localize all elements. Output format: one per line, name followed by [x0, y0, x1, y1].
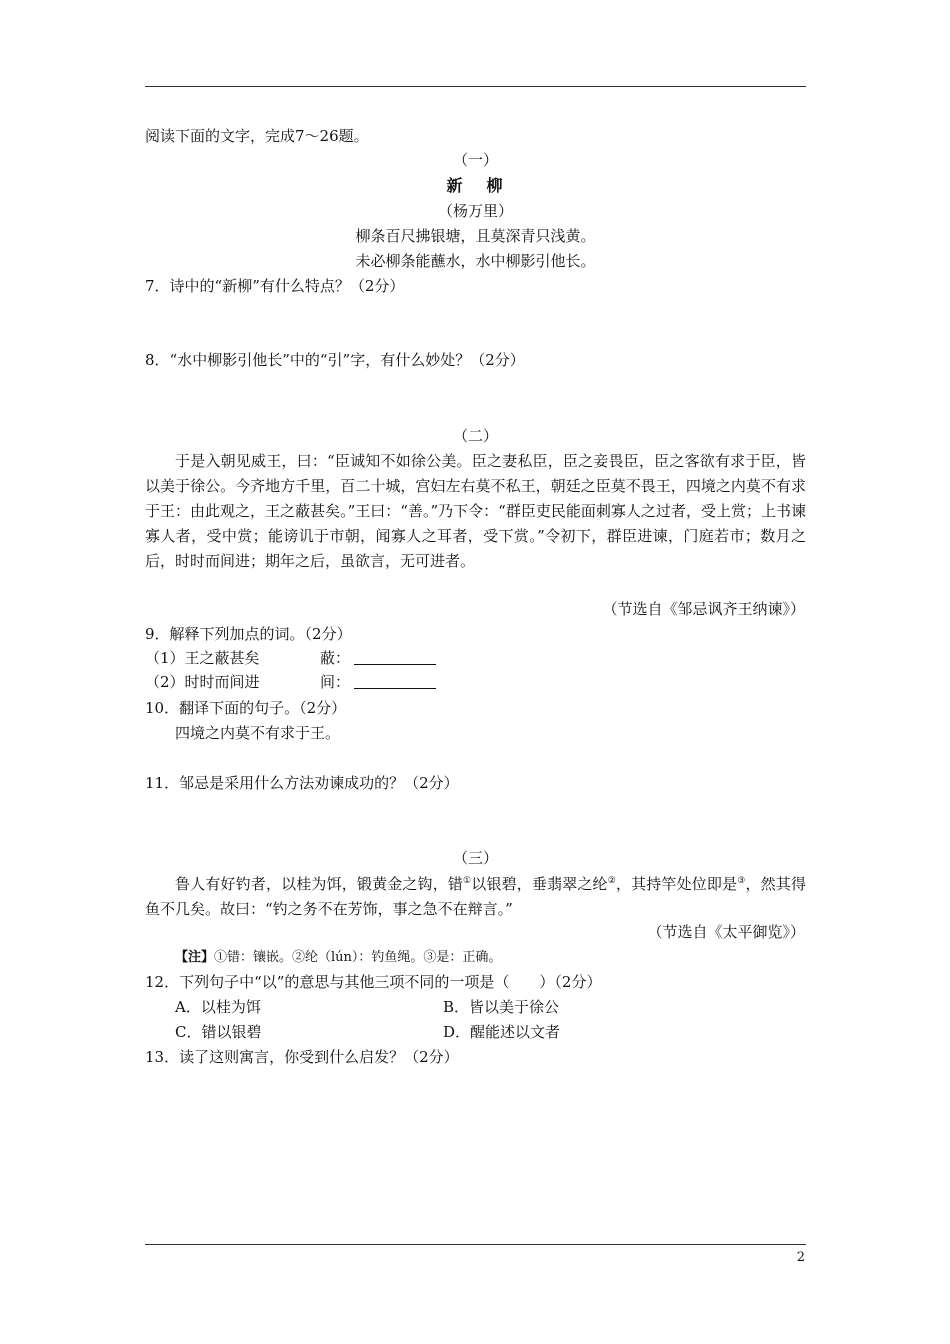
section2-number: （二）	[452, 427, 498, 445]
section3-passage	[145, 872, 806, 922]
poem-title	[145, 176, 806, 196]
page-number: 2	[796, 1250, 805, 1265]
footnote-mark-2: ②	[607, 876, 616, 886]
section2-passage	[145, 449, 806, 574]
q9-item-1: （1）王之蔽甚矣	[145, 649, 260, 667]
option-c: C．错以银碧	[175, 1023, 262, 1041]
answer-blank-1[interactable]	[354, 650, 436, 665]
intro-text: 阅读下面的文字，完成7～26题。	[145, 127, 369, 145]
q9-item-2-answer	[320, 672, 436, 692]
poem-line-2: 未必柳条能蘸水，水中柳影引他长。	[355, 252, 596, 270]
option-a: A．以桂为饵	[175, 998, 261, 1016]
question-7: 7．诗中的“新柳”有什么特点？（2分）	[145, 277, 405, 295]
question-12: 12．下列句子中“以”的意思与其他三项不同的一项是（ ）（2分）	[145, 973, 602, 991]
section2-passage-text: 于是入朝见威王，曰：“臣诚知不如徐公美。臣之妻私臣，臣之妾畏臣，臣之客欲有求于臣，皆以美于徐公。今齐地方千里，百二十城，宫妇左右莫不私王，朝廷之臣莫不畏王，四境之内莫不有求于王：由此观之，王之蔽甚矣。”王曰：“善。”乃下令：“群臣吏民能面刺寡人之过者，受上赏；上书谏寡人者，受中赏；能谤讥于市朝，闻寡人之耳者，受下赏。”令初下，群臣进谏，门庭若市；数月之后，时时而间进；期年之后，虽欲言，无可进者。	[145, 452, 806, 570]
q9-item-1-word: 蔽：	[320, 649, 351, 667]
footer-rule	[145, 1244, 806, 1245]
footnote-mark-3: ③	[737, 876, 746, 886]
question-13: 13．读了这则寓言，你受到什么启发？（2分）	[145, 1048, 459, 1066]
footnote-label: 【注】	[175, 950, 215, 965]
q9-item-2: （2）时时而间进	[145, 673, 260, 691]
q9-item-1-answer	[320, 648, 436, 668]
q9-item-2-word: 间：	[320, 673, 351, 691]
question-10: 10．翻译下面的句子。（2分）	[145, 699, 347, 717]
section3-passage-d: ，然其得鱼不几矣。故曰：“钓之务不在芳饰，事之急不在辩言。”	[145, 875, 806, 918]
question-8: 8．“水中柳影引他长”中的“引”字，有什么妙处？（2分）	[145, 351, 525, 369]
poem-title-a: 新	[446, 176, 465, 195]
section1-number: （一）	[452, 151, 498, 169]
footnote	[175, 948, 501, 968]
footnote-text: ①错：镶嵌。②纶（lún）：钓鱼绳。③是：正确。	[214, 950, 502, 965]
option-d: D．醒能述以文者	[443, 1023, 561, 1041]
answer-blank-2[interactable]	[354, 674, 436, 689]
poem-line-1: 柳条百尺拂银塘，且莫深青只浅黄。	[355, 227, 596, 245]
header-rule	[145, 86, 806, 87]
footnote-mark-1: ①	[463, 876, 472, 886]
section3-passage-b: 以银碧，垂翡翠之纶	[471, 875, 608, 893]
poem-title-b: 柳	[486, 176, 505, 195]
section3-passage-c: ，其持竿处位即是	[615, 875, 738, 893]
q10-sentence: 四境之内莫不有求于王。	[175, 724, 341, 742]
section3-passage-a: 鲁人有好钓者，以桂为饵，锻黄金之钩，错	[175, 875, 464, 893]
poem-author: （杨万里）	[437, 202, 513, 220]
option-b: B．皆以美于徐公	[443, 998, 560, 1016]
section3-source: （节选自《太平御览》）	[647, 923, 805, 941]
question-9: 9．解释下列加点的词。（2分）	[145, 625, 352, 643]
section2-source: （节选自《邹忌讽齐王纳谏》）	[602, 600, 805, 618]
question-11: 11．邹忌是采用什么方法劝谏成功的？（2分）	[145, 774, 459, 792]
section3-number: （三）	[452, 849, 498, 867]
